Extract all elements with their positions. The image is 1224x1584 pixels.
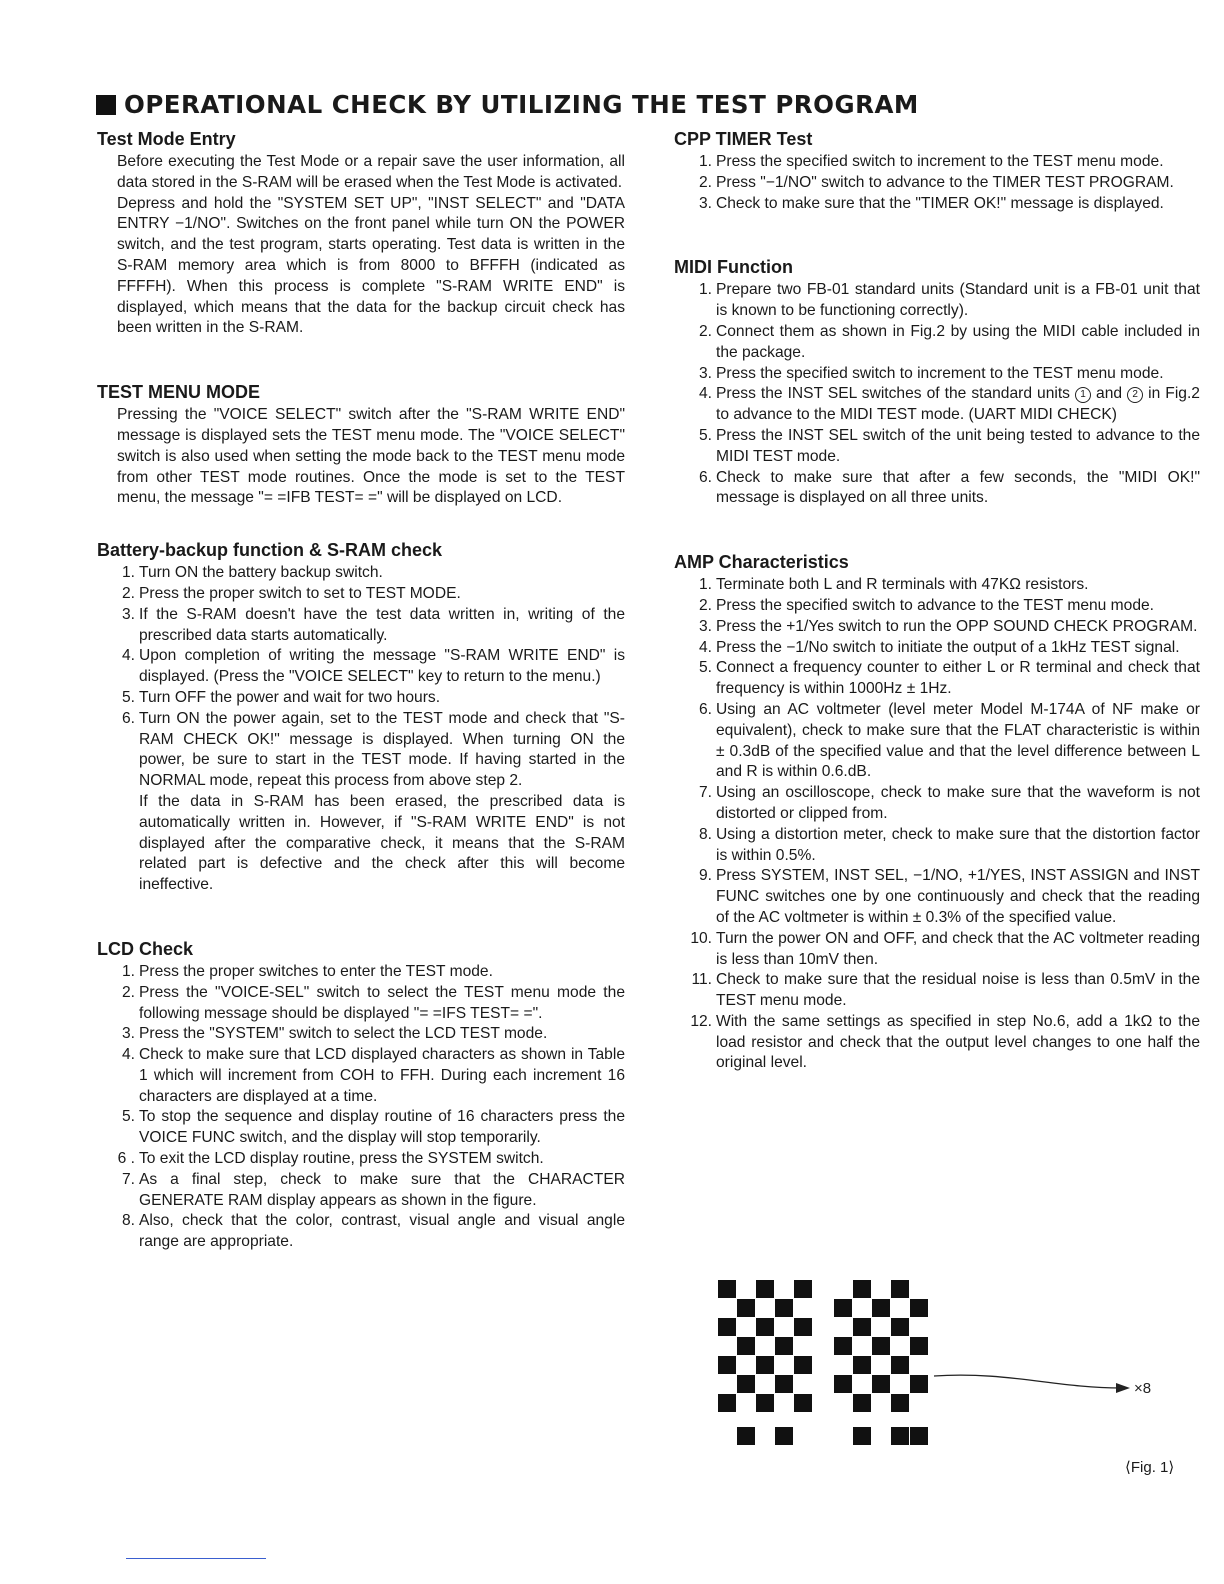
list-item [674,825,1200,867]
step-number: 5. [698,659,712,677]
page-title-text: OPERATIONAL CHECK BY UTILIZING THE TEST PROGRAM [124,90,919,119]
list-item [97,646,625,688]
checker-cell [718,1280,736,1298]
step-text: Turn OFF the power and wait for two hours. [139,688,441,706]
section-title: TEST MENU MODE [97,382,261,403]
step-text: Press the specified switch to increment to the TEST menu mode. [716,153,1164,170]
character-pattern-figure [716,1276,1196,1486]
list-item [674,194,1200,215]
checker-cell [834,1299,852,1317]
step-number: 6. [121,709,135,727]
list-item [97,1149,625,1170]
list-item [674,596,1200,617]
step-text: Turn ON the power again, set to the TEST mode and check that "S-RAM CHECK OK!" message is displayed. When turning ON the power, be sure to start in the TEST mode. If having started in the NORMAL mode, repeat this process from above step 2. [139,709,625,790]
paragraph: Before executing the Test Mode or a repair save the user information, all data stored in the S-RAM will be erased when the Test Mode is activated. [117,153,625,191]
step-number: 4. [698,638,712,656]
list-item [674,364,1200,385]
checker-pattern-graphic [716,1276,1196,1486]
section-title: Test Mode Entry [97,129,236,149]
step-list [674,280,1200,509]
step-text: To exit the LCD display routine, press the SYSTEM switch. [139,1150,544,1168]
step-number: 2. [698,173,712,191]
checker-cell [718,1356,736,1374]
cursor-cell [737,1427,755,1445]
checker-cell [794,1318,812,1336]
step-text: Using an oscilloscope, check to make sure that the waveform is not distorted or clipped from. [716,784,1200,822]
checker-cell [756,1318,774,1336]
list-item [97,1170,625,1212]
step-list [97,962,625,1253]
step-text: Check to make sure that LCD displayed characters as shown in Table 1 which will increment from COH to FFH. During each increment 16 characters are displayed at a time. [139,1046,625,1105]
step-number: 4. [698,385,712,403]
step-text: Check to make sure that the "TIMER OK!" message is displayed. [716,194,1164,212]
checker-cells [718,1280,928,1445]
circled-number-icon: 1 [1075,387,1091,403]
step-text: Press the "SYSTEM" switch to select the LCD TEST mode. [139,1025,548,1043]
cursor-cell [775,1427,793,1445]
step-text: Connect them as shown in Fig.2 by using the MIDI cable included in the package. [716,322,1200,361]
list-item [97,563,625,584]
step-text: Using an AC voltmeter (level meter Model M-174A of NF make or equivalent), check to make sure that the FLAT characteristic is within ± 0.3dB of the specified value and that the level difference between L and R is within 0.6.dB. [716,700,1200,781]
step-number: 5. [121,1108,135,1126]
list-item [97,1024,625,1045]
section-test-mode-entry [97,128,625,339]
checker-cell [872,1299,890,1317]
leader-line [934,1375,1121,1388]
step-number: 10. [690,929,712,947]
checker-cell [872,1337,890,1355]
cursor-cell [853,1427,871,1445]
arrow-head-icon [1116,1383,1130,1393]
checker-cell [834,1375,852,1393]
list-item [97,709,625,896]
checker-cell [737,1375,755,1393]
list-item [674,280,1200,322]
checker-cell [910,1375,928,1393]
checker-cell [834,1337,852,1355]
step-number: 4. [121,647,135,665]
step-text: Press the INST SEL switches of the standard units [716,385,1070,403]
list-item [674,617,1200,638]
list-item [97,1045,625,1107]
step-number: 7. [121,1170,135,1188]
step-text: Check to make sure that after a few seconds, the "MIDI OK!" message is displayed on all three units. [716,468,1200,507]
section-title: LCD Check [97,938,194,959]
step-number: 7. [698,784,712,802]
checker-cell [718,1394,736,1412]
step-text: If the S-RAM doesn't have the test data written in, writing of the prescribed data starts automatically. [139,605,625,644]
list-item [674,929,1200,971]
step-number: 3. [698,194,712,212]
section-title: Battery-backup function & S-RAM check [97,540,443,561]
square-bullet-icon [96,95,116,115]
step-text: Press "−1/NO" switch to advance to the TIMER TEST PROGRAM. [716,173,1174,191]
step-number: 6. [698,468,712,486]
step-number: 3. [698,364,712,382]
checker-cell [718,1318,736,1336]
list-item [674,173,1200,194]
paragraph: Pressing the "VOICE SELECT" switch after the "S-RAM WRITE END" message is displayed sets the TEST menu mode. The "VOICE SELECT" switch is also used when setting the mode back to the TEST menu mode from other TEST mode routines. Once the mode is set to the TEST menu, the message "= =IFB TEST= =" will be displayed on LCD. [117,406,625,507]
step-list [97,563,625,896]
step-number: 1. [121,564,135,582]
list-item [674,658,1200,700]
step-number: 11. [691,971,712,989]
section-midi-function [674,256,1200,509]
section-battery-backup [97,539,625,896]
step-text: To stop the sequence and display routine of 16 characters press the VOICE FUNC switch, and the display will stop temporarily. [139,1108,625,1147]
step-number: 1. [698,576,712,594]
cursor-cell [910,1427,928,1445]
step-text: Press the specified switch to increment to the TEST menu mode. [716,364,1164,382]
checker-cell [891,1318,909,1336]
checker-cell [737,1299,755,1317]
step-text: Connect a frequency counter to either L or R terminal and check that frequency is within 1000Hz ± 1Hz. [716,659,1200,698]
step-number: 3. [698,617,712,635]
list-item [674,575,1200,596]
step-text: Press the INST SEL switch of the unit being tested to advance to the MIDI TEST mode. [716,426,1200,465]
list-item [97,983,625,1025]
step-list [674,152,1200,214]
step-number: 3. [121,605,135,623]
step-text: Press the +1/Yes switch to run the OPP SOUND CHECK PROGRAM. [716,617,1198,635]
checker-cell [756,1394,774,1412]
cursor-cell [891,1427,909,1445]
step-text: Terminate both L and R terminals with 47KΩ resistors. [716,576,1089,594]
section-title: MIDI Function [674,257,793,278]
checker-cell [794,1356,812,1374]
checker-cell [872,1375,890,1393]
list-item [674,468,1200,510]
step-text: Using a distortion meter, check to make sure that the distortion factor is within 0.5%. [716,825,1200,864]
list-item [674,1012,1200,1074]
circled-number-icon: 2 [1127,387,1143,403]
list-item [674,866,1200,928]
checker-cell [794,1280,812,1298]
list-item [674,152,1200,173]
list-item [674,638,1200,659]
list-item [97,962,625,983]
section-cpp-timer [674,128,1200,214]
checker-cell [910,1299,928,1317]
step-text: Turn ON the battery backup switch. [139,564,383,582]
step-text: As a final step, check to make sure that the CHARACTER GENERATE RAM display appears as shown in the figure. [139,1170,625,1209]
step-number: 1. [698,153,712,170]
list-item [97,1107,625,1149]
step-number: 8. [121,1212,135,1230]
checker-cell [756,1280,774,1298]
checker-cell [756,1356,774,1374]
list-item [674,426,1200,468]
checker-cell [891,1394,909,1412]
divider [126,1558,266,1559]
checker-cell [891,1356,909,1374]
checker-cell [891,1280,909,1298]
step-text: Press the −1/No switch to initiate the output of a 1kHz TEST signal. [716,638,1180,656]
step-text: Prepare two FB-01 standard units (Standard unit is a FB-01 unit that is known to be functioning correctly). [716,281,1200,320]
list-item [674,783,1200,825]
paragraph: Depress and hold the "SYSTEM SET UP", "INST SELECT" and "DATA ENTRY −1/NO". Switches on the front panel while turn ON the POWER switch, and the test program, starts operating. Test data is written in the S-RAM memory area which is from 8000 to BFFFH (indicated as FFFFH). When this process is complete "S-RAM WRITE END" is displayed, which means that the data for the backup circuit check has been written in the S-RAM. [117,194,625,337]
checker-cell [853,1356,871,1374]
list-item [97,688,625,709]
checker-cell [775,1299,793,1317]
step-text: Press the specified switch to advance to the TEST menu mode. [716,596,1155,614]
list-item [97,584,625,605]
list-item [674,970,1200,1012]
step-number: 6. [698,700,712,718]
step-text: Upon completion of writing the message "S-RAM WRITE END" is displayed. (Press the "VOICE SELECT" key to return to the menu.) [139,647,625,686]
step-text: Press the "VOICE-SEL" switch to select the TEST menu mode the following message should be displayed "= =IFS TEST= =". [139,983,625,1022]
section-amp-characteristics [674,551,1200,1074]
step-text: in Fig.2 to advance to the MIDI TEST mode. (UART MIDI CHECK) [716,385,1200,424]
checker-cell [794,1394,812,1412]
step-number: 1. [698,281,712,299]
step-number: 6 . [117,1150,135,1168]
section-lcd-check [97,938,625,1253]
step-text: Also, check that the color, contrast, visual angle and visual angle range are appropriate. [139,1212,625,1251]
step-note: If the data in S-RAM has been erased, the prescribed data is automatically written in. However, if "S-RAM WRITE END" is not displayed after the comparative check, it means that the S-RAM related part is defective and the check after this will become ineffective. [139,792,625,894]
list-item [674,384,1200,426]
checker-cell [737,1337,755,1355]
step-text: Press SYSTEM, INST SEL, −1/NO, +1/YES, INST ASSIGN and INST FUNC switches one by one continuously and check that the reading of the AC voltmeter is within ± 0.3% of the specified value. [716,867,1200,926]
checker-cell [853,1318,871,1336]
checker-cell [853,1280,871,1298]
step-number: 2. [698,322,712,340]
step-number: 2. [698,596,712,614]
multiplier-label: ×8 [1134,1380,1152,1397]
step-number: 5. [698,426,712,444]
list-item [674,700,1200,783]
step-text: and [1096,385,1123,403]
checker-cell [775,1375,793,1393]
section-test-menu-mode [97,381,625,509]
checker-cell [910,1337,928,1355]
step-text: With the same settings as specified in step No.6, add a 1kΩ to the load resistor and check that the output level changes to one half the original level. [716,1012,1200,1072]
checker-cell [853,1394,871,1412]
step-number: 2. [121,983,135,1001]
list-item [674,322,1200,364]
page-title [96,90,919,119]
step-number: 8. [698,825,712,843]
left-column [97,128,625,1253]
right-column [674,128,1200,1074]
step-text: Press the proper switches to enter the TEST mode. [139,962,493,980]
step-number: 1. [121,962,135,980]
step-text: Turn the power ON and OFF, and check that the AC voltmeter reading is less than 10mV then. [716,929,1200,968]
step-text: Check to make sure that the residual noise is less than 0.5mV in the TEST menu mode. [716,971,1200,1010]
step-text: Press the proper switch to set to TEST MODE. [139,584,461,602]
step-list [674,575,1200,1074]
step-number: 12. [690,1012,712,1030]
step-number: 4. [121,1046,135,1064]
step-number: 5. [121,688,135,706]
section-title: CPP TIMER Test [674,129,813,149]
step-number: 2. [121,584,135,602]
figure-caption: ⟨Fig. 1⟩ [1125,1459,1175,1476]
list-item [97,1211,625,1253]
section-title: AMP Characteristics [674,552,849,573]
step-number: 9. [698,867,712,885]
list-item [97,605,625,647]
checker-cell [775,1337,793,1355]
step-number: 3. [121,1025,135,1043]
